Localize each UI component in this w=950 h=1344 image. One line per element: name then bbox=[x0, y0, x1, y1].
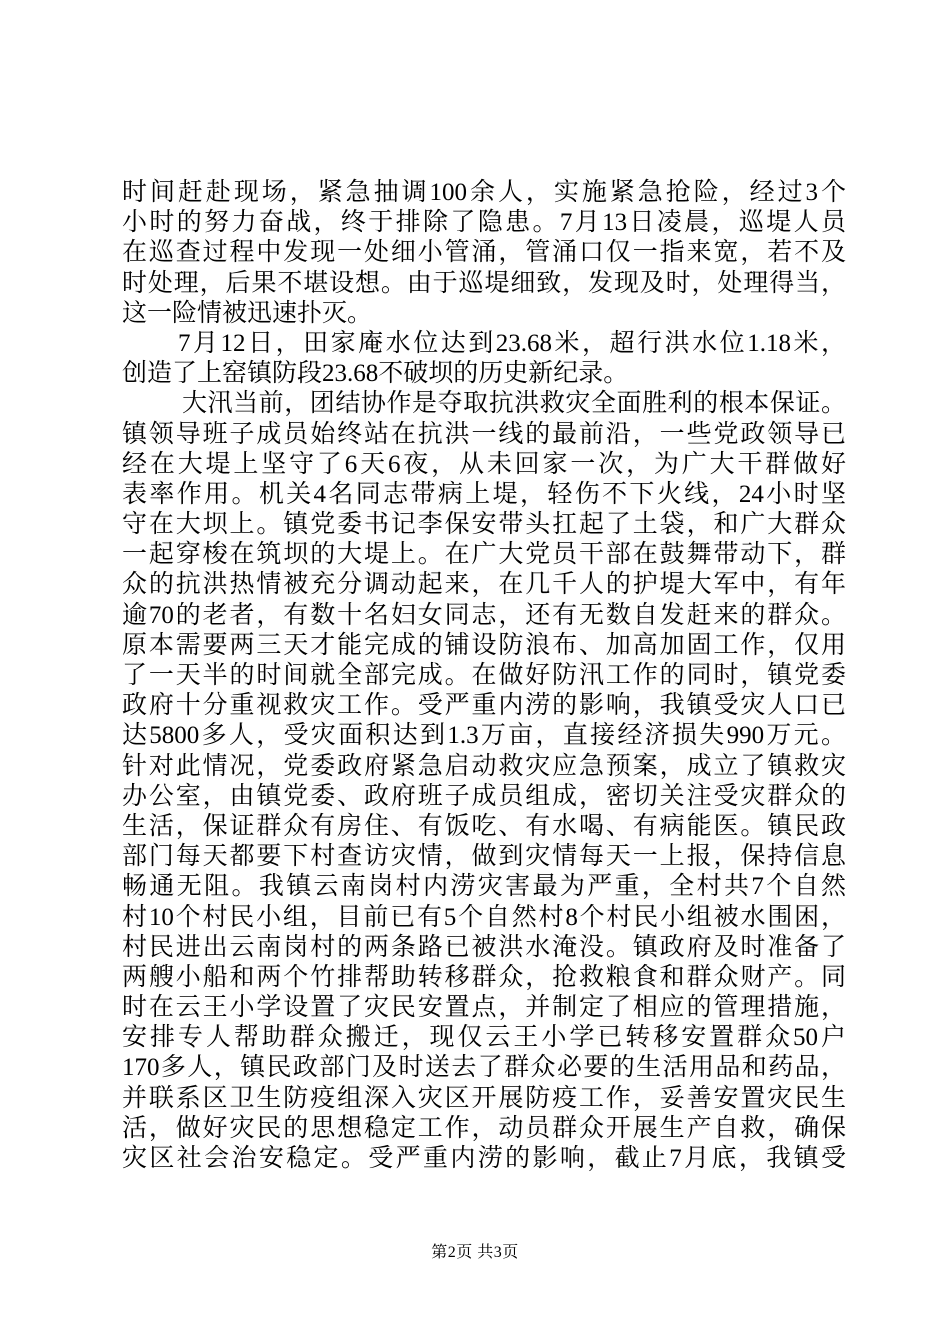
text-line: 时在云王小学设置了灾民安置点，并制定了相应的管理措施， bbox=[122, 994, 846, 1022]
text-line: 众的抗洪热情被充分调动起来，在几千人的护堤大军中，有年 bbox=[122, 571, 846, 599]
text-line: 办公室，由镇党委、政府班子成员组成，密切关注受灾群众的 bbox=[122, 782, 846, 810]
text-line: 经在大堤上坚守了6天6夜，从未回家一次，为广大干群做好 bbox=[122, 450, 846, 478]
text-line: 时处理，后果不堪设想。由于巡堤细致，发现及时，处理得当， bbox=[122, 269, 846, 297]
text-line: 守在大坝上。镇党委书记李保安带头扛起了土袋，和广大群众 bbox=[122, 511, 846, 539]
text-line: 170多人，镇民政部门及时送去了群众必要的生活用品和药品， bbox=[122, 1054, 846, 1082]
text-line: 两艘小船和两个竹排帮助转移群众，抢救粮食和群众财产。同 bbox=[122, 963, 846, 991]
text-line: 镇领导班子成员始终站在抗洪一线的最前沿，一些党政领导已 bbox=[122, 420, 846, 448]
text-line: 7月12日，田家庵水位达到23.68米，超行洪水位1.18米， bbox=[178, 329, 846, 357]
text-line: 这一险情被迅速扑灭。 bbox=[122, 299, 373, 327]
paragraph-water-level bbox=[122, 329, 846, 389]
text-line: 小时的努力奋战，终于排除了隐患。7月13日凌晨，巡堤人员 bbox=[122, 209, 846, 237]
text-line: 安排专人帮助群众搬迁，现仅云王小学已转移安置群众50户 bbox=[122, 1024, 846, 1052]
text-line: 达5800多人，受灾面积达到1.3万亩，直接经济损失990万元。 bbox=[122, 722, 846, 750]
text-line: 针对此情况，党委政府紧急启动救灾应急预案，成立了镇救灾 bbox=[122, 752, 846, 780]
text-line: 部门每天都要下村查访灾情，做到灾情每天一上报，保持信息 bbox=[122, 843, 846, 871]
text-line: 一起穿梭在筑坝的大堤上。在广大党员干部在鼓舞带动下，群 bbox=[122, 541, 846, 569]
text-line: 政府十分重视救灾工作。受严重内涝的影响，我镇受灾人口已 bbox=[122, 692, 846, 720]
text-line: 畅通无阻。我镇云南岗村内涝灾害最为严重，全村共7个自然 bbox=[122, 873, 846, 901]
text-line: 生活，保证群众有房住、有饭吃、有水喝、有病能医。镇民政 bbox=[122, 812, 846, 840]
text-line: 创造了上窑镇防段23.68不破坝的历史新纪录。 bbox=[122, 360, 629, 388]
text-line: 表率作用。机关4名同志带病上堤，轻伤不下火线，24小时坚 bbox=[122, 480, 846, 508]
text-line: 在巡查过程中发现一处细小管涌，管涌口仅一指来宽，若不及 bbox=[122, 239, 846, 267]
text-line: 原本需要两三天才能完成的铺设防浪布、加高加固工作，仅用 bbox=[122, 631, 846, 659]
text-line: 时间赶赴现场，紧急抽调100余人，实施紧急抢险，经过3个 bbox=[122, 179, 846, 206]
paragraph-flood-rescue bbox=[122, 178, 846, 329]
text-line: 大汛当前，团结协作是夺取抗洪救灾全面胜利的根本保证。 bbox=[182, 390, 846, 418]
text-line: 并联系区卫生防疫组深入灾区开展防疫工作，妥善安置灾民生 bbox=[122, 1084, 846, 1112]
paragraph-teamwork-relief bbox=[122, 389, 846, 1174]
page-footer: 第2页 共3页 bbox=[431, 1244, 519, 1261]
text-line: 灾区社会治安稳定。受严重内涝的影响，截止7月底，我镇受 bbox=[122, 1145, 846, 1172]
text-line: 村10个村民小组，目前已有5个自然村8个村民小组被水围困， bbox=[122, 903, 846, 931]
text-line: 了一天半的时间就全部完成。在做好防汛工作的同时，镇党委 bbox=[122, 662, 846, 689]
body-text bbox=[122, 178, 846, 1174]
text-line: 村民进出云南岗村的两条路已被洪水淹没。镇政府及时准备了 bbox=[122, 933, 846, 961]
text-line: 逾70的老者，有数十名妇女同志，还有无数自发赶来的群众。 bbox=[122, 601, 846, 629]
text-line: 活，做好灾民的思想稳定工作，动员群众开展生产自救，确保 bbox=[122, 1114, 846, 1142]
